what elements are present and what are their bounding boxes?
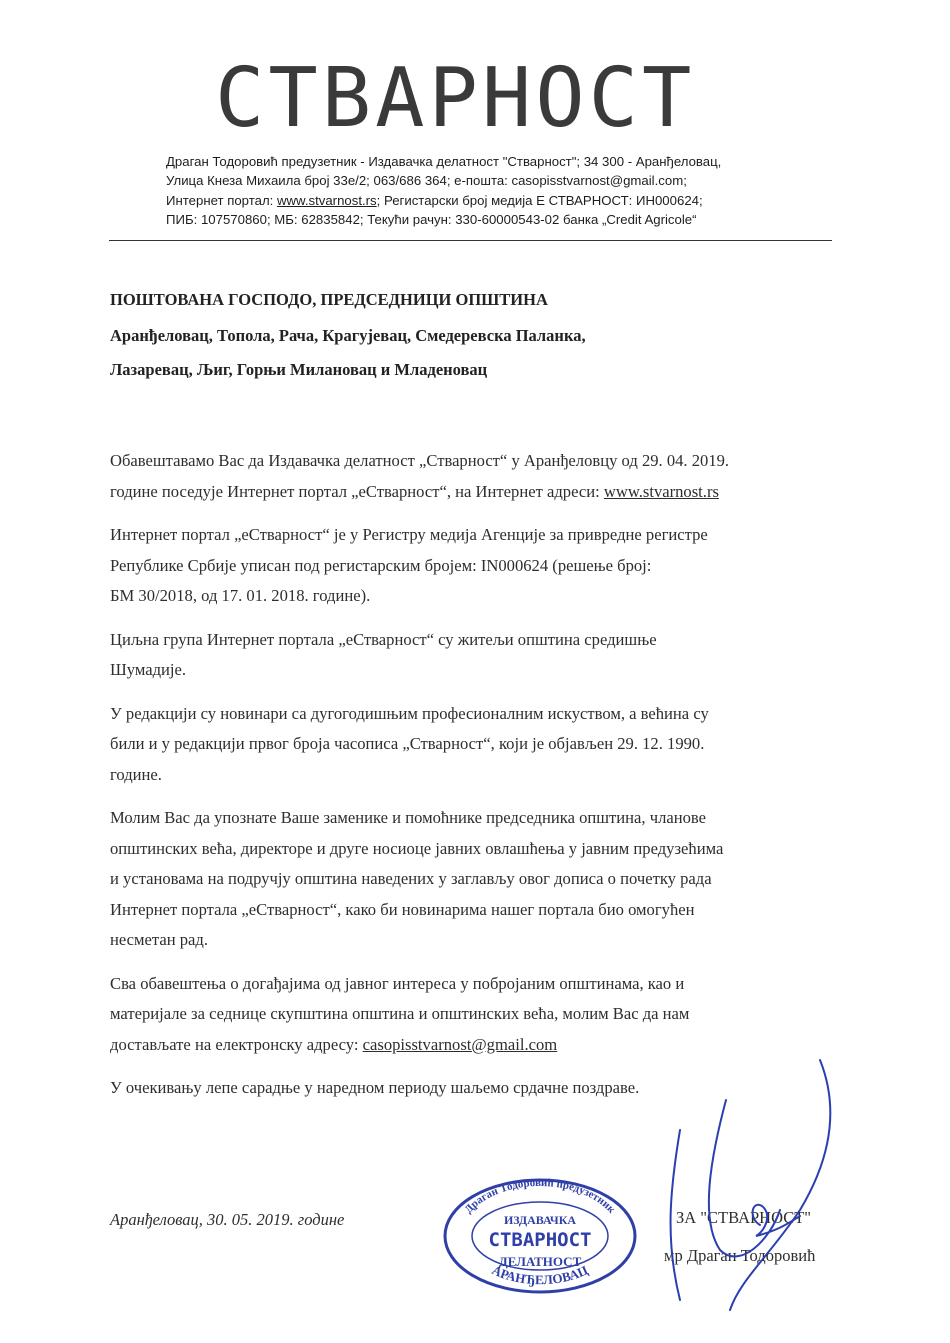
salutation-line-2: Аранђеловац, Топола, Рача, Крагујевац, Смедеревска Паланка, [110, 326, 586, 345]
p5-line-3: и установама на подручју општина наведених у заглављу овог дописа о почетку рада [110, 869, 712, 888]
stamp-line-2: СТВАРНОСТ [488, 1229, 592, 1251]
paragraph-1 [110, 446, 845, 507]
p5-line-2: општинских већа, директоре и друге носиоце јавних овлашћења у јавним предузећима [110, 838, 724, 858]
p5-line-1: Молим Вас да упознате Ваше заменике и помоћнике председника општина, чланове [110, 808, 706, 827]
p2-line-2: Републике Србије уписан под регистарским бројем: IN000624 (решење број: [110, 555, 652, 575]
masthead-line-4: ПИБ: 107570860; МБ: 62835842; Текући рачун: 330-60000543-02 банка „Credit Agricole“ [166, 212, 697, 228]
p5-line-5: несметан рад. [110, 930, 208, 949]
stamp-bottom-text-path: АРАНЂЕЛОВАЦ [489, 1262, 591, 1288]
paragraph-2 [110, 520, 845, 612]
salutation-line-3: Лазаревац, Љиг, Горњи Милановац и Младеновац [110, 360, 488, 379]
handwritten-signature [640, 1040, 870, 1340]
masthead-line-3-prefix: Интернет портал: [166, 192, 277, 208]
p2-line-3: БМ 30/2018, од 17. 01. 2018. године). [110, 586, 371, 605]
masthead-details [166, 152, 846, 230]
signature-stroke-3 [671, 1130, 680, 1300]
p6-line-3: достављате на електронску адресу: [110, 1034, 363, 1054]
official-stamp [440, 1172, 640, 1297]
p4-line-3: године. [110, 764, 162, 784]
stamp-line-3: ДЕЛАТНОСТ [498, 1254, 582, 1269]
stamp-ring-text [463, 1177, 618, 1216]
p3-line-2: Шумадије. [110, 660, 187, 679]
signature-stroke-1 [730, 1060, 830, 1310]
stamp-ring-text-path: Драган Тодоровић предузетник [462, 1176, 618, 1216]
paragraph-3 [110, 625, 845, 686]
paragraph-5 [110, 803, 845, 956]
header-divider [109, 240, 832, 241]
p4-line-2: били и у редакцији првог броја часописа „Стварност“, који је објављен 29. 12. 1990. [110, 734, 705, 753]
signatory-name: мр Драган Тодоровић [664, 1246, 816, 1265]
p5-line-4: Интернет портала „еСтварност“, како би новинарима нашег портала био омогућен [110, 899, 695, 919]
letter-date: Аранђеловац, 30. 05. 2019. године [110, 1210, 345, 1229]
website-link[interactable]: www.stvarnost.rs [603, 481, 719, 501]
letter-body [110, 446, 845, 1117]
p4-line-1: У редакцији су новинари са дугогодишњим професионалним искуством, а већина су [110, 703, 709, 723]
masthead-line-1: Драган Тодоровић предузетник - Издавачка делатност "Стварност"; 34 300 - Аранђеловац, [166, 154, 722, 169]
p1-line-2: године поседује Интернет портал „еСтварност“, на Интернет адреси: [110, 481, 604, 501]
email-link[interactable]: casopisstvarnost@gmail.com [362, 1034, 558, 1054]
p6-line-2: материјале за седнице скупштина општина и општинских већа, молим Вас да нам [110, 1004, 690, 1023]
masthead-line-3-suffix: ; Регистарски број медија Е СТВАРНОСТ: ИН000624; [376, 192, 703, 208]
masthead-line-3 [166, 191, 846, 210]
stamp-line-1: ИЗДАВАЧКА [503, 1213, 577, 1227]
p7-line-1: У очекивању лепе сарадње у наредном периоду шаљемо срдачне поздраве. [110, 1078, 640, 1097]
p2-line-1: Интернет портал „еСтварност“ је у Регистру медија Агенције за привредне регистре [110, 525, 708, 544]
paragraph-4 [110, 699, 845, 791]
for-company-label: ЗА "СТВАРНОСТ" [676, 1208, 812, 1227]
p3-line-1: Циљна група Интернет портала „еСтварност“ су житељи општина средишње [110, 629, 657, 649]
salutation-line-1: ПОШТОВАНА ГОСПОДО, ПРЕДСЕДНИЦИ ОПШТИНА [110, 290, 548, 309]
masthead-line-2: Улица Кнеза Михаила број 33е/2; 063/686 364; е-пошта: casopisstvarnost@gmail.com; [166, 173, 687, 189]
p1-line-1: Обавештавамо Вас да Издавачка делатност „Стварност“ у Аранђеловцу од 29. 04. 2019. [110, 451, 730, 470]
portal-link[interactable]: www.stvarnost.rs [276, 192, 377, 208]
masthead-logo: СТВАРНОСТ [215, 51, 696, 146]
p6-line-1: Сва обавештења о догађајима од јавног интереса у побројаним општинама, као и [110, 973, 685, 993]
